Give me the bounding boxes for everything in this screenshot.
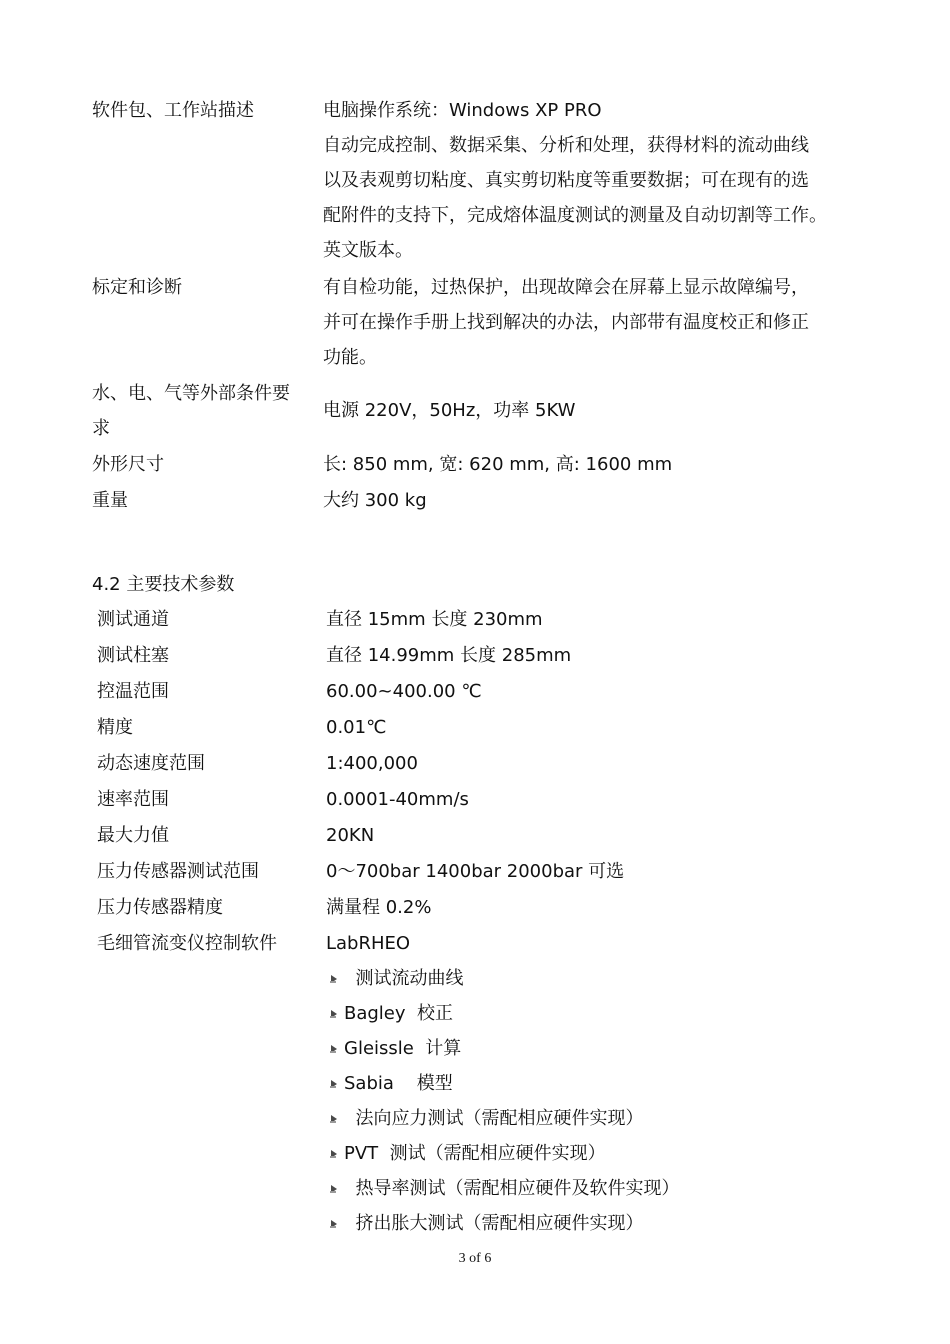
spec-value-weight: 大约 300 kg (323, 490, 427, 511)
param-label: 压力传感器测试范围 (97, 861, 259, 882)
feature-item: PVT 测试（需配相应硬件实现） (330, 1143, 606, 1165)
param-label: 压力传感器精度 (97, 897, 223, 918)
page-number: 3 of 6 (458, 1251, 492, 1266)
spec-value-power: 电源 220V，50Hz，功率 5KW (323, 400, 576, 421)
feature-item: 法向应力测试（需配相应硬件实现） (330, 1108, 643, 1130)
bullet-arrow-icon (330, 1149, 338, 1159)
bullet-arrow-icon (330, 1114, 338, 1124)
param-label: 最大力值 (97, 825, 169, 846)
param-value: 60.00~400.00 ℃ (326, 681, 482, 702)
param-label: 速率范围 (97, 789, 169, 810)
feature-item: Gleissle 计算 (330, 1038, 461, 1060)
param-label: 动态速度范围 (97, 753, 205, 774)
param-label: 测试柱塞 (97, 645, 169, 666)
param-value: 直径 15mm 长度 230mm (326, 609, 543, 630)
spec-label-calibration: 标定和诊断 (92, 277, 182, 298)
param-value: 20KN (326, 825, 375, 846)
param-value: 0.0001-40mm/s (326, 789, 469, 810)
param-value: 1:400,000 (326, 753, 418, 774)
param-label: 控温范围 (97, 681, 169, 702)
param-value: 满量程 0.2% (326, 897, 432, 918)
param-label: 精度 (97, 717, 133, 738)
bullet-arrow-icon (330, 1079, 338, 1089)
feature-item: 热导率测试（需配相应硬件及软件实现） (330, 1178, 679, 1200)
spec-value-line: 配附件的支持下，完成熔体温度测试的测量及自动切割等工作。 (323, 205, 827, 226)
feature-item: 挤出胀大测试（需配相应硬件实现） (330, 1213, 643, 1235)
param-label: 毛细管流变仪控制软件 (97, 933, 277, 954)
param-label: 测试通道 (97, 609, 169, 630)
feature-item: 测试流动曲线 (330, 968, 463, 990)
param-value: 0～700bar 1400bar 2000bar 可选 (326, 861, 625, 882)
spec-label-utilities: 水、电、气等外部条件要 (92, 383, 290, 404)
spec-value-dimensions: 长: 850 mm, 宽: 620 mm, 高: 1600 mm (323, 454, 673, 475)
param-value: 直径 14.99mm 长度 285mm (326, 645, 572, 666)
section-heading: 4.2 主要技术参数 (92, 574, 235, 595)
feature-item: Bagley 校正 (330, 1003, 453, 1025)
spec-value-line: 电脑操作系统：Windows XP PRO (323, 100, 602, 121)
bullet-arrow-icon (330, 1219, 338, 1229)
spec-value-line: 以及表观剪切粘度、真实剪切粘度等重要数据；可在现有的选 (323, 170, 809, 191)
spec-value-line: 并可在操作手册上找到解决的办法，内部带有温度校正和修正 (323, 312, 809, 333)
feature-item: Sabia 模型 (330, 1073, 453, 1095)
bullet-arrow-icon (330, 1184, 338, 1194)
spec-label-software: 软件包、工作站描述 (92, 100, 254, 121)
param-value: 0.01℃ (326, 717, 387, 738)
spec-value-line: 功能。 (323, 347, 377, 368)
bullet-arrow-icon (330, 974, 338, 984)
spec-value-line: 有自检功能，过热保护，出现故障会在屏幕上显示故障编号， (323, 277, 809, 298)
spec-label-dimensions: 外形尺寸 (92, 454, 164, 475)
spec-label-utilities-cont: 求 (92, 418, 110, 439)
spec-label-weight: 重量 (92, 490, 128, 511)
spec-value-line: 自动完成控制、数据采集、分析和处理，获得材料的流动曲线 (323, 135, 809, 156)
bullet-arrow-icon (330, 1044, 338, 1054)
param-value: LabRHEO (326, 933, 411, 954)
bullet-arrow-icon (330, 1009, 338, 1019)
spec-value-line: 英文版本。 (323, 240, 413, 261)
